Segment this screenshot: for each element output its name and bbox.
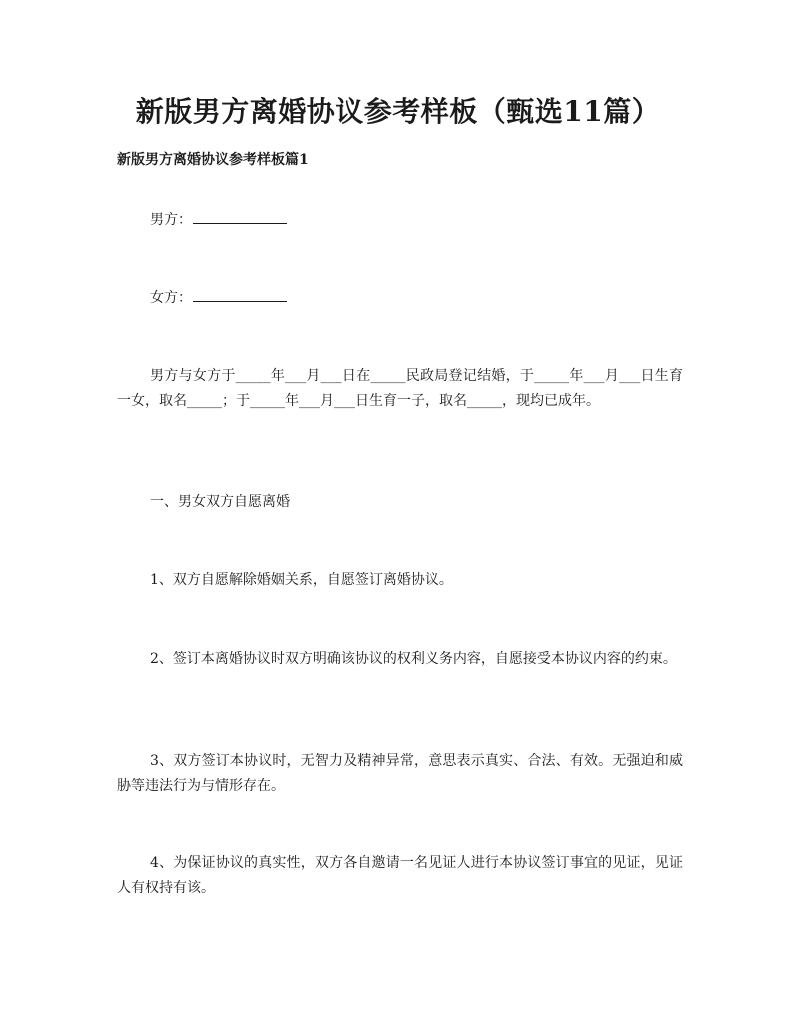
section-heading: 新版男方离婚协议参考样板篇1 — [117, 152, 309, 168]
husband-blank-line — [193, 210, 287, 224]
wife-label: 女方： — [150, 290, 192, 306]
document-title: 新版男方离婚协议参考样板（甄选11篇） — [135, 95, 661, 128]
wife-blank-line — [193, 288, 287, 302]
clause-item: 4、为保证协议的真实性，双方各自邀请一名见证人进行本协议签订事宜的见证，见证人有权持有该。 — [117, 855, 683, 896]
clause-heading: 一、男女双方自愿离婚 — [150, 494, 290, 510]
clause-item: 3、双方签订本协议时，无智力及精神异常，意思表示真实、合法、有效。无强迫和威胁等违法行为与情形存在。 — [117, 753, 683, 794]
clause-item: 2、签订本离婚协议时双方明确该协议的权利义务内容，自愿接受本协议内容的约束。 — [150, 651, 677, 667]
wife-field-row — [117, 286, 683, 311]
husband-field-row — [117, 208, 683, 233]
husband-label: 男方： — [150, 212, 192, 228]
marriage-paragraph: 男方与女方于_____年___月___日在_____民政局登记结婚，于_____年___月___日生育一女，取名_____；于_____年___月___日生育一子，取名_____，现均已成年。 — [117, 368, 683, 409]
clause-item: 1、双方自愿解除婚姻关系，自愿签订离婚协议。 — [150, 572, 453, 588]
